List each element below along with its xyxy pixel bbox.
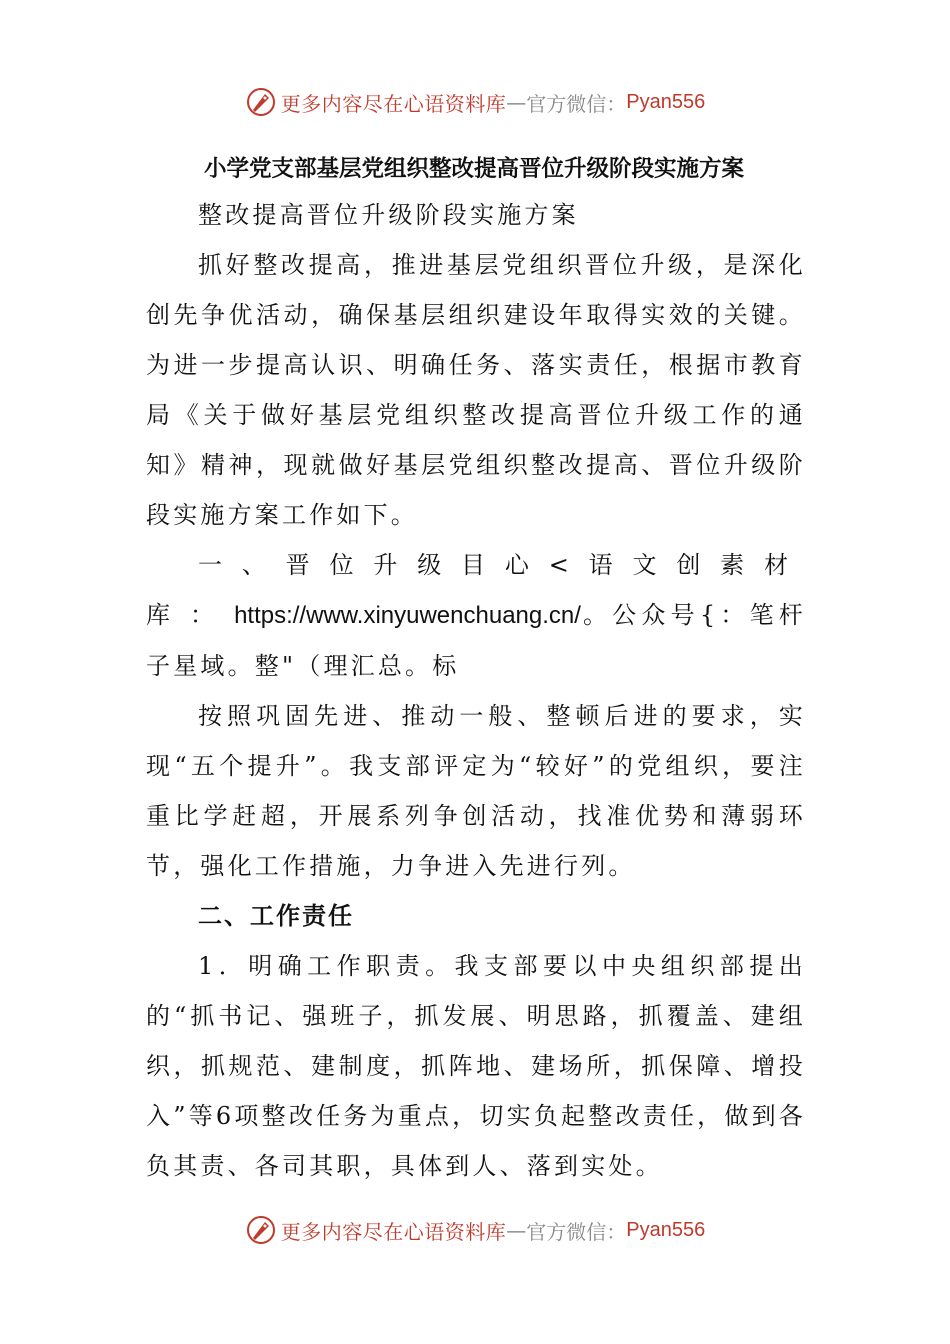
- section1-tail: 。公众号{：笔杆子星域。整"（理汇总。标: [146, 601, 807, 680]
- subtitle: 整改提高晋位升级阶段实施方案: [198, 201, 579, 229]
- page-title: 小学党支部基层党组织整改提高晋位升级阶段实施方案: [203, 156, 744, 182]
- banner-wechat-label: 官方微信：: [526, 1219, 627, 1244]
- section1-paragraph: [146, 540, 806, 691]
- footer-banner: [0, 1210, 950, 1250]
- section1-url-part2: www.xinyuwenchuang.cn/: [306, 602, 581, 629]
- document-body: [146, 148, 806, 1191]
- banner-text: 更多内容尽在心语资料库: [280, 91, 507, 116]
- banner-wechat-id: Pyan556: [626, 1218, 706, 1241]
- pen-nib-logo-icon: [245, 86, 277, 118]
- section1-url-part1: https://: [234, 602, 307, 629]
- section2-item1: 1．明确工作职责。我支部要以中央组织部提出的“抓书记、强班子，抓发展、明思路，抓覆盖、建组织，抓规范、建制度，抓阵地、建场所，抓保障、增投入”等6项整改任务为重点，切实负起整改责任，做到各负其责、各司其职，具体到人、落到实处。: [146, 952, 806, 1180]
- banner-wechat-label: 官方微信：: [526, 91, 627, 116]
- header-banner: [0, 82, 950, 122]
- banner-wechat-id: Pyan556: [626, 90, 706, 113]
- section2-heading: 二、工作责任: [198, 901, 354, 930]
- section1-body: 按照巩固先进、推动一般、整顿后进的要求，实现“五个提升”。我支部评定为“较好”的党组织，要注重比学赶超，开展系列争创活动，找准优势和薄弱环节，强化工作措施，力争进入先进行列。: [146, 702, 806, 880]
- intro-paragraph: 抓好整改提高，推进基层党组织晋位升级，是深化创先争优活动，确保基层组织建设年取得实效的关键。为进一步提高认识、明确任务、落实责任，根据市教育局《关于做好基层党组织整改提高晋位升级工作的通知》精神，现就做好基层党组织整改提高、晋位升级阶段实施方案工作如下。: [146, 251, 806, 529]
- pen-nib-logo-icon: [245, 1214, 277, 1246]
- banner-separator: —: [506, 1218, 527, 1242]
- banner-separator: —: [506, 90, 527, 114]
- section1-heading: 一、晋位升级目心<语文创素材库：: [146, 551, 806, 629]
- banner-text: 更多内容尽在心语资料库: [280, 1219, 507, 1244]
